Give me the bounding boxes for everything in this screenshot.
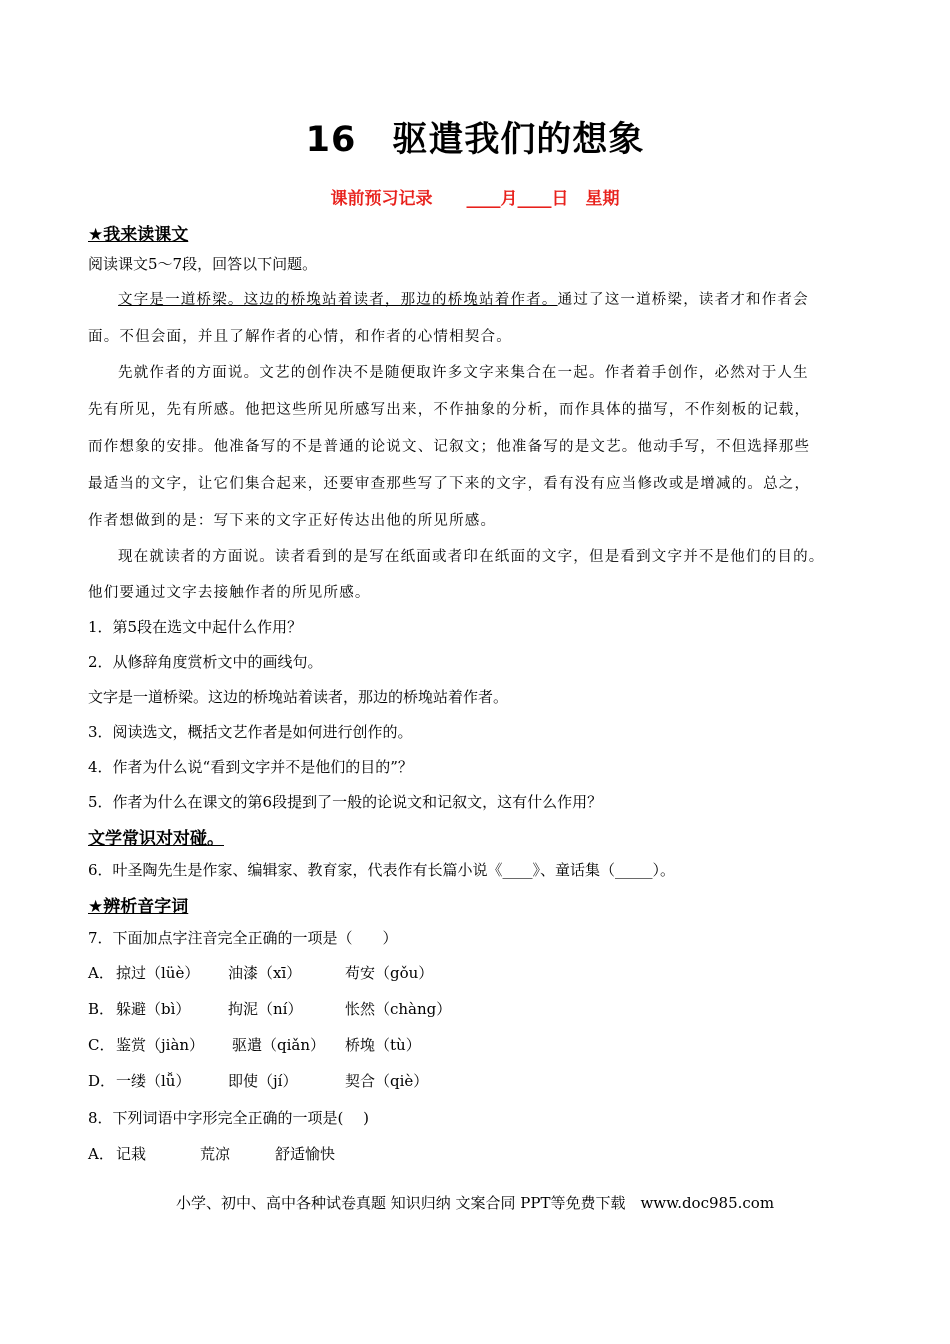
question-7: 7．下面加点字注音完全正确的一项是（ ） [88,929,398,947]
passage-paragraph-6-line: 最适当的文字，让它们集合起来，还要审查那些写了下来的文字，看有没有应当修改或是增减的。总之， [88,476,811,492]
question-8: 8．下列词语中字形完全正确的一项是( ) [88,1109,370,1127]
passage-paragraph-7-line: 他们要通过文字去接触作者的所见所感。 [88,585,371,601]
q7-option-a [88,962,433,983]
q7-option-d [88,1070,428,1091]
option-letter: B． [88,1000,115,1018]
passage-paragraph-5-line-2: 面。不但会面，并且了解作者的心情，和作者的心情相契合。 [88,329,512,345]
q8-option-a [88,1143,335,1164]
option-item: 油漆（xī） [228,964,302,982]
section-heading-pronunciation: ★辨析音字词 [88,897,189,917]
option-item: 即使（jí） [228,1072,298,1090]
option-item: 桥堍（tù） [345,1036,421,1054]
option-item: 怅然（chàng） [345,1000,452,1018]
option-item: 舒适愉快 [275,1145,336,1163]
section-heading-literature: 文学常识对对碰。 [88,829,224,849]
option-letter: C． [88,1036,115,1054]
q7-option-b [88,998,451,1019]
passage-paragraph-6-line: 先就作者的方面说。文艺的创作决不是随便取许多文字来集合在一起。作者着手创作，必然对于人生 [118,365,809,381]
option-item: 契合（qiè） [345,1072,429,1090]
option-item: 驱遣（qiǎn） [232,1036,326,1054]
question-5: 5．作者为什么在课文的第6段提到了一般的论说文和记叙文，这有什么作用？ [88,793,603,811]
reading-instruction: 阅读课文5～7段，回答以下问题。 [88,255,318,273]
option-item: 记栽 [116,1145,147,1163]
preview-record-line: 课前预习记录 ____月____日 星期 [330,189,620,209]
passage-paragraph-6-line: 而作想象的安排。他准备写的不是普通的论说文、记叙文；他准备写的是文艺。他动手写，不但选择那些 [88,439,811,455]
option-item: 躲避（bì） [116,1000,191,1018]
page-title: 16 驱遣我们的想象 [305,120,645,160]
option-item: 掠过（lüè） [116,964,200,982]
option-letter: A． [88,1145,114,1163]
passage-text: 通过了这一道桥梁，读者才和作者会 [557,292,809,308]
question-2-quote: 文字是一道桥梁。这边的桥堍站着读者，那边的桥堍站着作者。 [88,688,509,706]
passage-paragraph-6-line: 先有所见，先有所感。他把这些所见所感写出来，不作抽象的分析，而作具体的描写，不作刻板的记载， [88,402,811,418]
underlined-sentence: 文字是一道桥梁。这边的桥堍站着读者，那边的桥堍站着作者。 [118,292,558,308]
question-4: 4．作者为什么说“看到文字并不是他们的目的”？ [88,758,413,776]
option-item: 一缕（lǚ） [116,1072,191,1090]
option-item: 拘泥（ní） [228,1000,303,1018]
passage-paragraph-6-line: 作者想做到的是：写下来的文字正好传达出他的所见所感。 [88,513,497,529]
page-footer: 小学、初中、高中各种试卷真题 知识归纳 文案合同 PPT等免费下载 www.doc985.com [175,1194,775,1212]
passage-paragraph-5-line-1 [118,288,809,309]
option-letter: A． [88,964,114,982]
question-3: 3．阅读选文，概括文艺作者是如何进行创作的。 [88,723,413,741]
option-item: 鉴赏（jiàn） [116,1036,205,1054]
question-2: 2．从修辞角度赏析文中的画线句。 [88,653,323,671]
option-item: 荒凉 [200,1145,231,1163]
question-1: 1．第5段在选文中起什么作用？ [88,618,303,636]
passage-paragraph-7-line: 现在就读者的方面说。读者看到的是写在纸面或者印在纸面的文字，但是看到文字并不是他们的目的。 [118,549,825,565]
section-heading-reading: ★我来读课文 [88,225,189,245]
question-6: 6．叶圣陶先生是作家、编辑家、教育家，代表作有长篇小说《____》、童话集（_____）。 [88,861,676,879]
q7-option-c [88,1034,421,1055]
option-item: 苟安（gǒu） [345,964,434,982]
option-letter: D． [88,1072,116,1090]
